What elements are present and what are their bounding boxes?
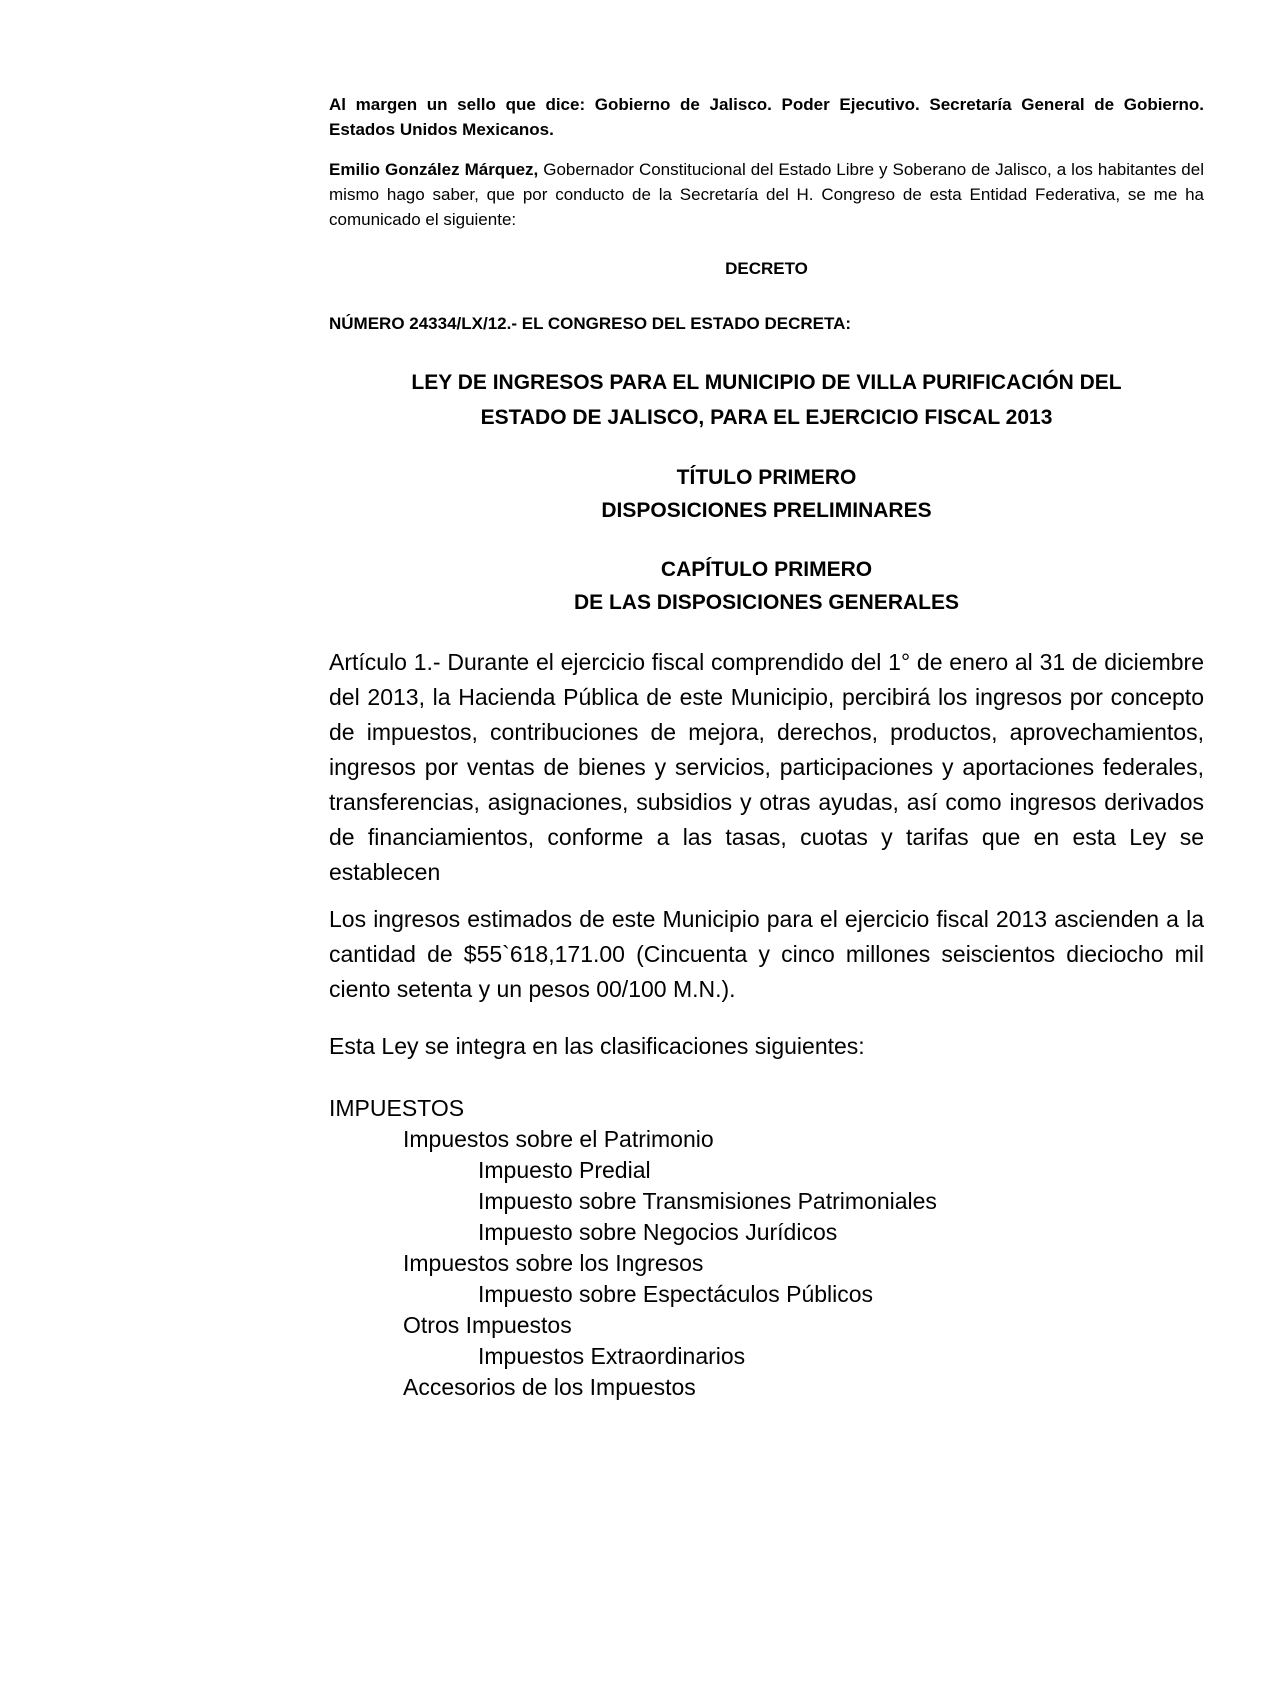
classification-item: Impuesto sobre Espectáculos Públicos [478, 1281, 874, 1307]
seal-note: Al margen un sello que dice: Gobierno de Jalisco. Poder Ejecutivo. Secretaría General de Gobierno. Estados Unidos Mexicanos. [329, 95, 1204, 139]
estimated-income-paragraph: Los ingresos estimados de este Municipio para el ejercicio fiscal 2013 ascienden a la cantidad de $55`618,171.00 (Cincuenta y cinco millones seiscientos dieciocho mil ciento setenta y un pesos 00/100 M.N.). [329, 906, 1204, 1002]
classification-item: Impuesto sobre Negocios Jurídicos [478, 1219, 838, 1245]
classification-item: Otros Impuestos [403, 1312, 572, 1338]
classification-intro: Esta Ley se integra en las clasificaciones siguientes: [329, 1033, 865, 1059]
classification-item: Impuestos sobre los Ingresos [403, 1250, 704, 1276]
chapter-heading-line-1: CAPÍTULO PRIMERO [660, 558, 873, 581]
title-heading-line-1: TÍTULO PRIMERO [676, 466, 857, 489]
classification-item: Impuestos Extraordinarios [478, 1343, 746, 1369]
law-title [329, 365, 1204, 435]
decree-number: NÚMERO 24334/LX/12.- EL CONGRESO DEL ESTADO DECRETA: [329, 314, 852, 333]
classification-item: Impuestos sobre el Patrimonio [403, 1126, 714, 1152]
chapter-heading [329, 553, 1204, 619]
classification-item: Impuesto Predial [478, 1157, 651, 1183]
title-heading-line-2: DISPOSICIONES PRELIMINARES [601, 499, 932, 522]
chapter-heading-line-2: DE LAS DISPOSICIONES GENERALES [573, 591, 960, 614]
law-title-line-2: ESTADO DE JALISCO, PARA EL EJERCICIO FISCAL 2013 [480, 406, 1053, 429]
governor-text: Gobernador Constitucional del Estado Libre y Soberano de Jalisco, a los habitantes del mismo hago saber, que por conducto de la Secretaría del H. Congreso de esta Entidad Federativa, se me ha comunicado el siguiente: [329, 160, 1204, 229]
classification-item: IMPUESTOS [329, 1095, 465, 1121]
governor-name: Emilio González Márquez, [329, 160, 539, 179]
title-heading [329, 461, 1204, 527]
decree-label: DECRETO [725, 259, 808, 278]
law-title-line-1: LEY DE INGRESOS PARA EL MUNICIPIO DE VILLA PURIFICACIÓN DEL [411, 371, 1122, 394]
governor-paragraph [329, 157, 1204, 232]
article-1: Artículo 1.- Durante el ejercicio fiscal comprendido del 1° de enero al 31 de diciembre del 2013, la Hacienda Pública de este Municipio, percibirá los ingresos por concepto de impuestos, contribuciones de mejora, derechos, productos, aprovechamientos, ingresos por ventas de bienes y servicios, participaciones y aportaciones federales, transferencias, asignaciones, subsidios y otras ayudas, así como ingresos derivados de financiamientos, conforme a las tasas, cuotas y tarifas que en esta Ley se establecen [329, 649, 1204, 885]
classification-item: Impuesto sobre Transmisiones Patrimoniales [478, 1188, 937, 1214]
classification-item: Accesorios de los Impuestos [403, 1374, 696, 1400]
